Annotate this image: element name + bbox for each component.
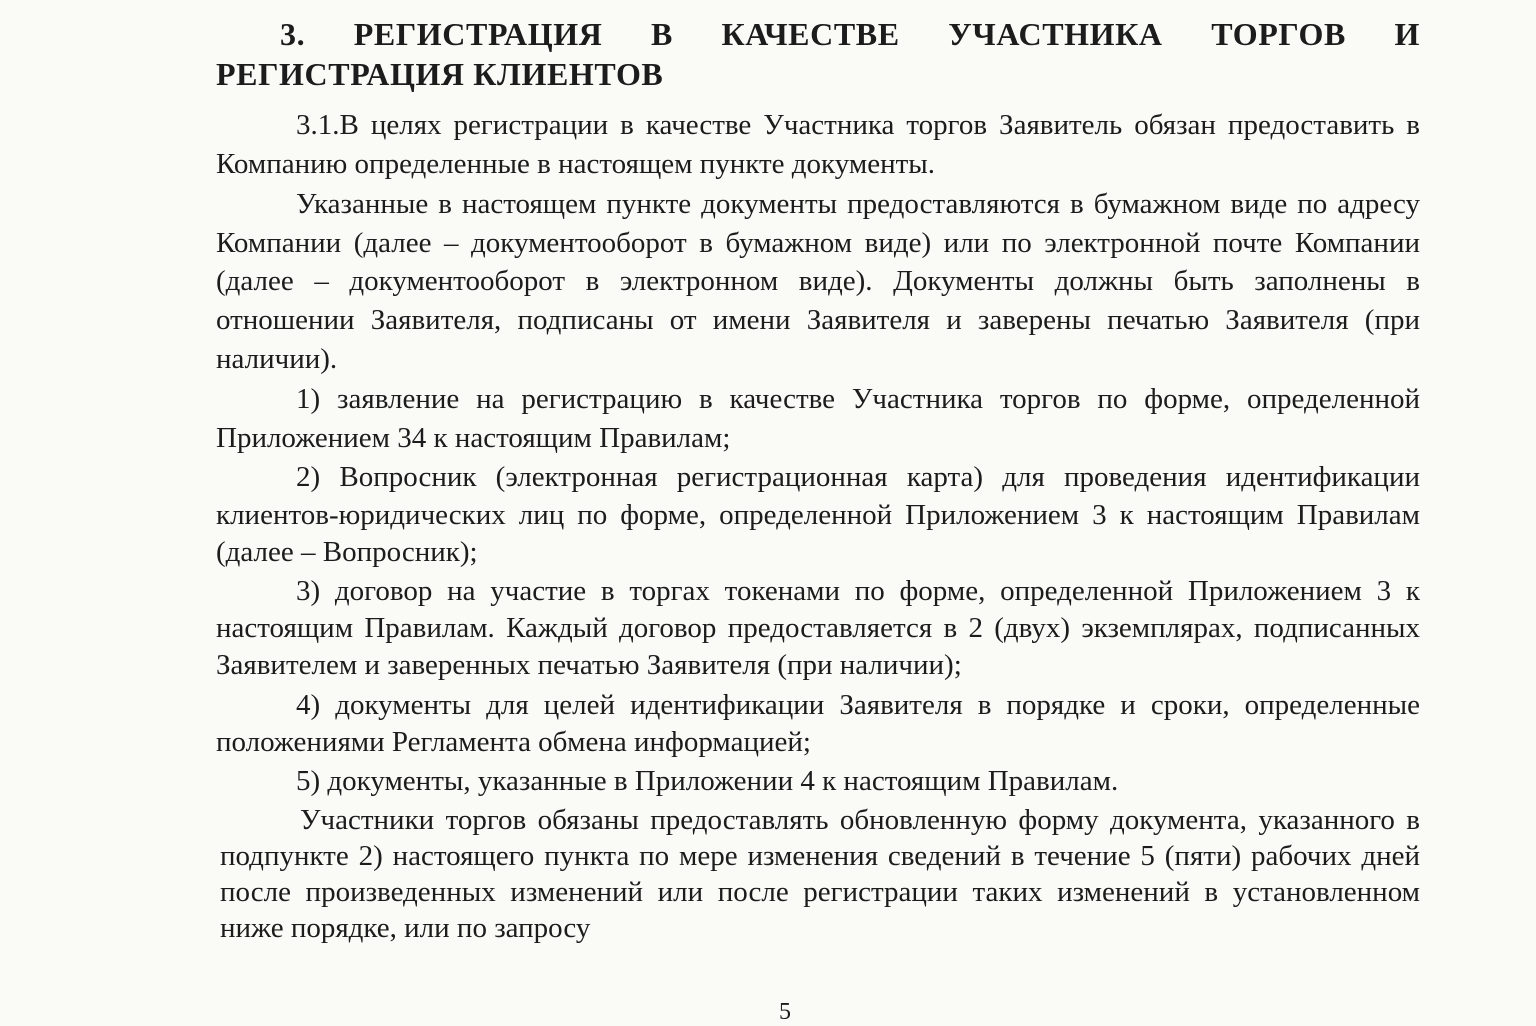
section-heading: 3. РЕГИСТРАЦИЯ В КАЧЕСТВЕ УЧАСТНИКА ТОРГОВ И РЕГИСТРАЦИЯ КЛИЕНТОВ (216, 16, 1420, 92)
paragraph-3-1: 3.1.В целях регистрации в качестве Участника торгов Заявитель обязан предоставить в Компанию определенные в настоящем пункте документы. (216, 109, 1420, 180)
paragraph-submission-method: Указанные в настоящем пункте документы предоставляются в бумажном виде по адресу Компании (далее – документооборот в бумажном виде) или по электронной почте Компании (далее – документооборот в электронном виде). Документы должны быть заполнены в отношении Заявителя, подписаны от имени Заявителя и заверены печатью Заявителя (при наличии). (216, 188, 1420, 375)
list-item-2: 2) Вопросник (электронная регистрационная карта) для проведения идентификации клиентов-юридических лиц по форме, определенной Приложением 3 к настоящим Правилам (далее – Вопросник); (216, 461, 1420, 568)
paragraph-update-obligation: Участники торгов обязаны предоставлять обновленную форму документа, указанного в подпункте 2) настоящего пункта по мере изменения сведений в течение 5 (пяти) рабочих дней после произведенных изменений или после регистрации таких изменений в установленном ниже порядке, или по запросу (220, 804, 1420, 945)
list-item-1: 1) заявление на регистрацию в качестве Участника торгов по форме, определенной Приложением 34 к настоящим Правилам; (216, 383, 1420, 454)
document-page (216, 14, 1420, 1024)
page-number: 5 (779, 999, 791, 1025)
list-item-3: 3) договор на участие в торгах токенами по форме, определенной Приложением 3 к настоящим Правилам. Каждый договор предоставляется в 2 (двух) экземплярах, подписанных Заявителем и заверенных печатью Заявителя (при наличии); (216, 574, 1420, 682)
list-item-5: 5) документы, указанные в Приложении 4 к настоящим Правилам. (296, 764, 1119, 797)
list-item-4: 4) документы для целей идентификации Заявителя в порядке и сроки, определенные положениями Регламента обмена информацией; (216, 688, 1420, 758)
